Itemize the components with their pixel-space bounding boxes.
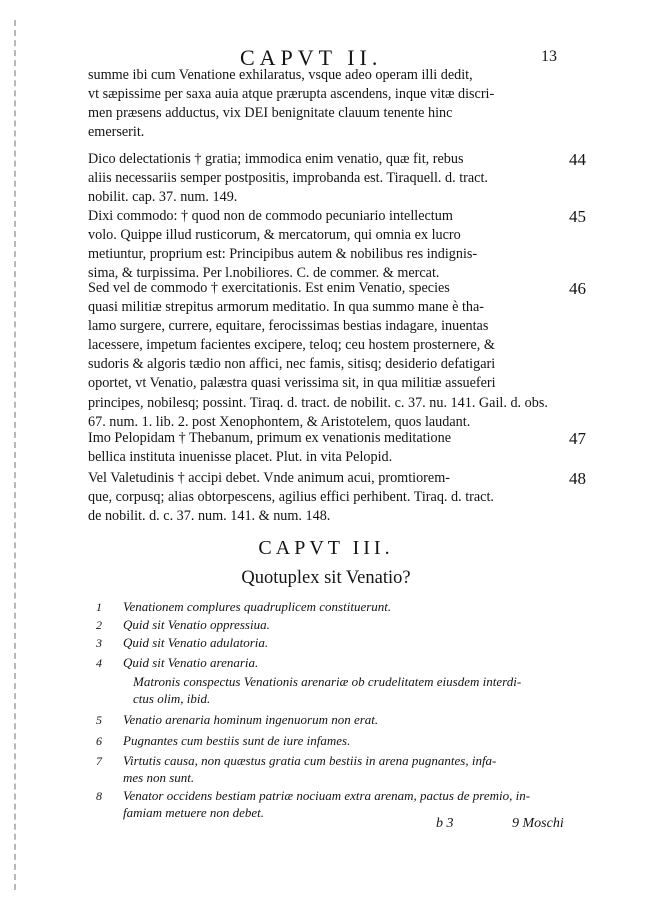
text-line: metiuntur, proprium est: Principibus autem & nobilibus res indignis-: [88, 246, 478, 263]
contents-item-text: Quid sit Venatio arenaria.: [123, 655, 259, 670]
text-line: Sed vel de commodo † exercitationis. Est enim Venatio, species: [88, 280, 450, 296]
contents-item-number: 8: [96, 789, 102, 803]
contents-item-number: 3: [96, 636, 102, 650]
text-line: 67. num. 1. lib. 2. post Xenophontem, & Aristotelem, quos laudant.: [88, 413, 471, 430]
page-number: 13: [541, 48, 557, 65]
margin-note-number: 46: [569, 279, 586, 298]
contents-item-number: 7: [96, 754, 102, 768]
margin-note-number: 48: [569, 469, 586, 488]
text-line: quasi militiæ strepitus armorum meditatio. In qua summo mane è tha-: [88, 299, 484, 316]
text-line: Imo Pelopidam † Thebanum, primum ex venationis meditatione: [88, 430, 452, 446]
text-line: men præsens adductus, vix DEI benignitate clauum tenente hinc: [88, 105, 453, 122]
contents-item-text: Venator occidens bestiam patriæ nociuam extra arenam, pactus de premio, in-: [123, 788, 531, 803]
body-paragraph: [88, 429, 566, 467]
running-head: CAPVT II.: [240, 45, 383, 70]
contents-item-number: 4: [96, 656, 102, 670]
text-line: lamo surgere, currere, equitare, ferocissimas bestias indagare, inuentas: [88, 318, 489, 335]
margin-note-number: 44: [569, 150, 586, 169]
contents-item-number: 5: [96, 713, 102, 727]
contents-item-text: Pugnantes cum bestiis sunt de iure infames.: [123, 733, 351, 748]
contents-item-text: Quid sit Venatio adulatoria.: [123, 635, 269, 650]
contents-subitem-text: ctus olim, ibid.: [133, 691, 211, 706]
contents-item-number: 6: [96, 734, 102, 748]
contents-item-text: Venationem complures quadruplicem constituerunt.: [123, 599, 392, 614]
contents-item-number: 2: [96, 618, 102, 632]
text-line: nobilit. cap. 37. num. 149.: [88, 189, 238, 206]
text-line: Dixi commodo: † quod non de commodo pecuniario intellectum: [88, 208, 453, 224]
text-line: vt sæpissime per saxa auia atque prærupta ascendens, inque vitæ discri-: [88, 86, 495, 103]
text-line: Dico delectationis † gratia; immodica enim venatio, quæ fit, rebus: [88, 151, 464, 167]
text-line: volo. Quippe illud rusticorum, & mercatorum, qui omnia ex lucro: [88, 227, 461, 244]
body-paragraph: [88, 66, 566, 142]
text-line: emerserit.: [88, 124, 145, 141]
gutter-shadow: [14, 20, 16, 890]
margin-note-number: 45: [569, 207, 586, 226]
text-line: sudoris & algoris tædio non affici, nec famis, sitisq; desiderio defatigari: [88, 356, 496, 373]
contents-item-text: famiam metuere non debet.: [123, 805, 265, 820]
contents-item-text: Virtutis causa, non quæstus gratia cum bestiis in arena pugnantes, infa-: [123, 753, 497, 768]
contents-item-number: 1: [96, 600, 102, 614]
body-paragraph: [88, 469, 566, 526]
chapter-subtitle: Quotuplex sit Venatio?: [241, 568, 411, 588]
margin-note-number: 47: [569, 429, 586, 448]
body-paragraph: [88, 150, 566, 207]
chapter-heading: CAPVT III.: [258, 537, 394, 559]
catchword: 9 Moschi: [512, 816, 564, 831]
text-line: principes, nobilesq; possint. Tiraq. d. tract. de nobilit. c. 37. nu. 141. Gail. d. obs.: [88, 394, 548, 411]
contents-item-text: Venatio arenaria hominum ingenuorum non erat.: [123, 712, 379, 727]
text-line: de nobilit. d. c. 37. num. 141. & num. 148.: [88, 508, 331, 525]
text-line: sima, & turpissima. Per l.nobiliores. C. de commer. & mercat.: [88, 265, 440, 282]
text-line: aliis necessariis semper postpositis, improbanda est. Tiraquell. d. tract.: [88, 170, 488, 187]
signature-mark: b 3: [436, 816, 454, 831]
body-paragraph: [88, 279, 566, 432]
text-line: oportet, vt Venatio, palæstra quasi verissima sit, in qua militiæ assueferi: [88, 375, 496, 392]
text-line: bellica instituta inuenisse placet. Plut. in vita Pelopid.: [88, 449, 393, 466]
contents-item-text: Quid sit Venatio oppressiua.: [123, 617, 270, 632]
text-line: Vel Valetudinis † accipi debet. Vnde animum acui, promtiorem-: [88, 470, 450, 486]
text-line: que, corpusq; alias obtorpescens, agilius effici perhibent. Tiraq. d. tract.: [88, 489, 494, 506]
text-line: summe ibi cum Venatione exhilaratus, vsque adeo operam illi dedit,: [88, 67, 473, 83]
body-paragraph: [88, 207, 566, 283]
text-line: lacessere, impetum facientes excipere, teloq; ceu hostem prosternere, &: [88, 337, 495, 354]
contents-item-text: mes non sunt.: [123, 770, 195, 785]
contents-subitem-text: Matronis conspectus Venationis arenariæ ob crudelitatem eiusdem interdi-: [133, 674, 522, 689]
